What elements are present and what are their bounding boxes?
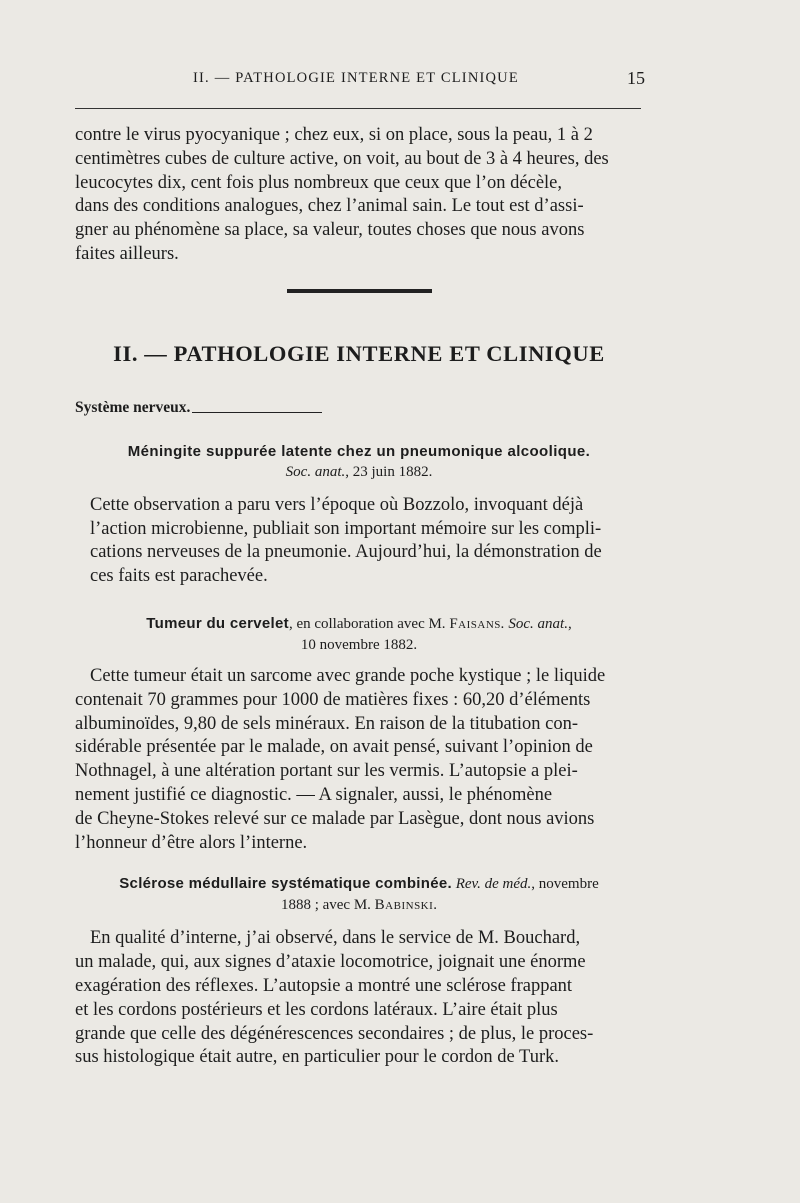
text-line: leucocytes dix, cent fois plus nombreux que ceux que l’on décèle,: [75, 172, 563, 193]
page-body: [75, 124, 643, 1070]
text-line: dans des conditions analogues, chez l’animal sain. Le tout est d’assi-: [75, 196, 584, 217]
article-title: Méningite suppurée latente chez un pneumonique alcoolique.: [127, 442, 591, 460]
article-reference: Tumeur du cervelet, en collaboration avec M. Faisans. Soc. anat.,: [146, 614, 572, 632]
publication-date: 10 novembre 1882.: [300, 636, 418, 653]
subsection-heading: [75, 399, 643, 417]
text-line: En qualité d’interne, j’ai observé, dans le service de M. Bouchard,: [90, 928, 581, 949]
text-line: cations nerveuses de la pneumonie. Aujourd’hui, la démonstration de: [90, 542, 602, 563]
intro-paragraph: [75, 124, 643, 267]
text-line: contre le virus pyocyanique ; chez eux, si on place, sous la peau, 1 à 2: [75, 125, 593, 145]
article-reference: [75, 462, 643, 482]
text-line: l’honneur d’être alors l’interne.: [75, 832, 308, 853]
article-1: [75, 443, 643, 589]
article-title: Sclérose médullaire systématique combinée.: [119, 875, 452, 893]
text-line: contenait 70 grammes pour 1000 de matières fixes : 60,20 d’éléments: [75, 689, 591, 710]
subsection-title: Système nerveux.: [75, 398, 191, 416]
text-line: gner au phénomène sa place, sa valeur, toutes choses que nous avons: [75, 220, 585, 241]
article-paragraph: [75, 494, 643, 589]
journal-name: Soc. anat.: [285, 463, 346, 480]
journal-name: . Soc. anat.: [500, 615, 568, 632]
article-reference: [75, 873, 643, 895]
text-line: l’action microbienne, publiait son important mémoire sur les compli-: [90, 518, 602, 539]
text-line: Nothnagel, à une altération portant sur les vermis. L’autopsie a plei-: [75, 761, 578, 782]
author-name: Babinski: [374, 897, 434, 914]
text-line: sidérable présentée par le malade, on avait pensé, suivant l’opinion de: [75, 737, 593, 758]
text-line: centimètres cubes de culture active, on voit, au bout de 3 à 4 heures, des: [75, 148, 609, 169]
text-line: et les cordons postérieurs et les cordons latéraux. L’aire était plus: [75, 999, 558, 1020]
collaboration-note: , en collaboration avec M.: [288, 615, 450, 632]
text-line: sus histologique était autre, en particulier pour le cordon de Turk.: [75, 1047, 559, 1068]
publication-date: , 23 juin 1882.: [345, 463, 433, 480]
article-paragraph: [75, 927, 643, 1070]
text-line: exagération des réflexes. L’autopsie a montré une sclérose frappant: [75, 975, 573, 996]
text-line: Cette tumeur était un sarcome avec grande poche kystique ; le liquide: [90, 665, 606, 686]
journal-name: Rev. de méd.: [451, 876, 532, 893]
article-title: Tumeur du cervelet: [146, 614, 289, 632]
section-separator: [287, 289, 432, 293]
section-title: II. — PATHOLOGIE INTERNE ET CLINIQUE: [113, 340, 605, 366]
text-line: albuminoïdes, 9,80 de sels minéraux. En raison de la titubation con-: [75, 713, 578, 734]
header-rule: [75, 108, 641, 109]
publication-date: , novembre: [531, 876, 599, 893]
article-reference-line2: 1888 ; avec M. Babinski.: [280, 897, 438, 914]
publication-year: 1888 ; avec M.: [280, 897, 375, 914]
text-line: ces faits est parachevée.: [90, 566, 268, 587]
article-3: [75, 873, 643, 1070]
subsection-rule: [192, 412, 322, 413]
text-line: grande que celle des dégénérescences secondaires ; de plus, le proces-: [75, 1023, 594, 1044]
text-line: Cette observation a paru vers l’époque où Bozzolo, invoquant déjà: [90, 494, 584, 515]
running-title: II. — PATHOLOGIE INTERNE ET CLINIQUE: [193, 70, 519, 86]
article-paragraph: [75, 665, 643, 855]
author-name: Faisans: [449, 615, 501, 632]
text-line: un malade, qui, aux signes d’ataxie locomotrice, joignait une énorme: [75, 952, 586, 973]
article-2: [75, 613, 643, 855]
text-line: de Cheyne-Stokes relevé sur ce malade par Lasègue, dont nous avions: [75, 808, 595, 829]
text-line: nement justifié ce diagnostic. — A signaler, aussi, le phénomène: [75, 784, 553, 805]
text-line: faites ailleurs.: [75, 243, 179, 264]
page-number: 15: [627, 68, 645, 88]
